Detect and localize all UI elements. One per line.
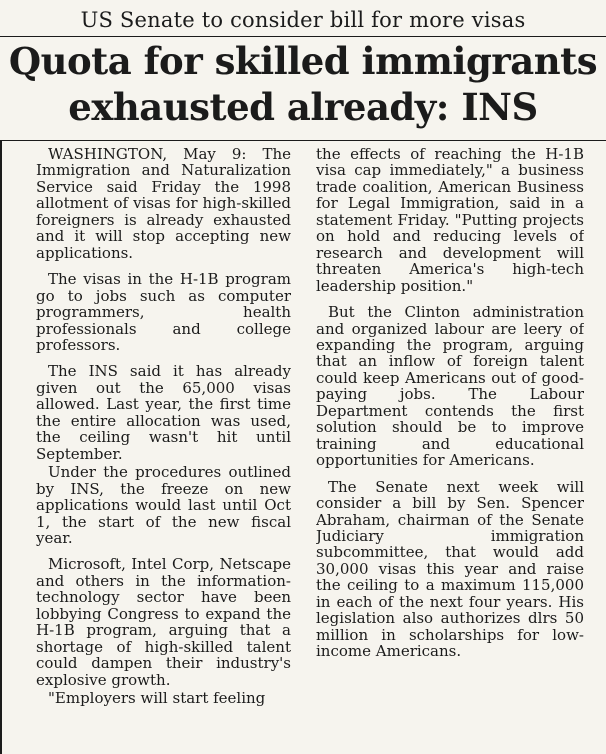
article-column-left (36, 146, 291, 746)
article-column-right (316, 146, 584, 746)
kicker-headline: US Senate to consider bill for more visas (80, 8, 526, 32)
paragraph-2: The visas in the H-1B program go to jobs such as computer programmers, health professionals and college professors. (36, 270, 291, 354)
paragraph-6-continued: the effects of reaching the H-1B visa cap immediately," a business trade coalition, American Business for Legal Immigration, said in a statement Friday. "Putting projects on hold and reducing levels of research and development will threaten America's high-tech leadership position." (316, 146, 584, 295)
top-rule (0, 36, 606, 37)
paragraph-4: Under the procedures outlined by INS, the freeze on new applications would last until Oct 1, the start of the new fiscal year. (36, 463, 291, 547)
paragraph-3: The INS said it has already given out the 65,000 visas allowed. Last year, the first time the entire allocation was used, the ceiling wasn't hit until September. (36, 362, 291, 463)
column-border (0, 140, 2, 754)
headline-rule (0, 140, 606, 141)
headline-line-1: Quota for skilled immigrants (8, 39, 598, 83)
paragraph-8: The Senate next week will consider a bill by Sen. Spencer Abraham, chairman of the Senate Judiciary immigration subcommittee, that would add 30,000 visas this year and raise the ceiling to a maximum 115,000 in each of the next four years. His legislation also authorizes dlrs 50 million in scholarships for low-income Americans. (316, 477, 584, 661)
paragraph-1: WASHINGTON, May 9: The Immigration and Naturalization Service said Friday the 1998 allotment of visas for high-skilled foreigners is already exhausted and it will stop accepting new applications. (36, 146, 291, 262)
paragraph-5: Microsoft, Intel Corp, Netscape and others in the information-technology sector have been lobbying Congress to expand the H-1B program, arguing that a shortage of high-skilled talent could dampen their industry's explosive growth. (36, 555, 291, 689)
headline (0, 38, 606, 134)
paragraph-6-start: "Employers will start feeling (48, 689, 266, 708)
paragraph-7: But the Clinton administration and organized labour are leery of expanding the program, arguing that an inflow of foreign talent could keep Americans out of good-paying jobs. The Labour Department contends the first solution should be to improve training and educational opportunities for Americans. (316, 303, 584, 470)
headline-line-2: exhausted already: INS (68, 85, 538, 129)
